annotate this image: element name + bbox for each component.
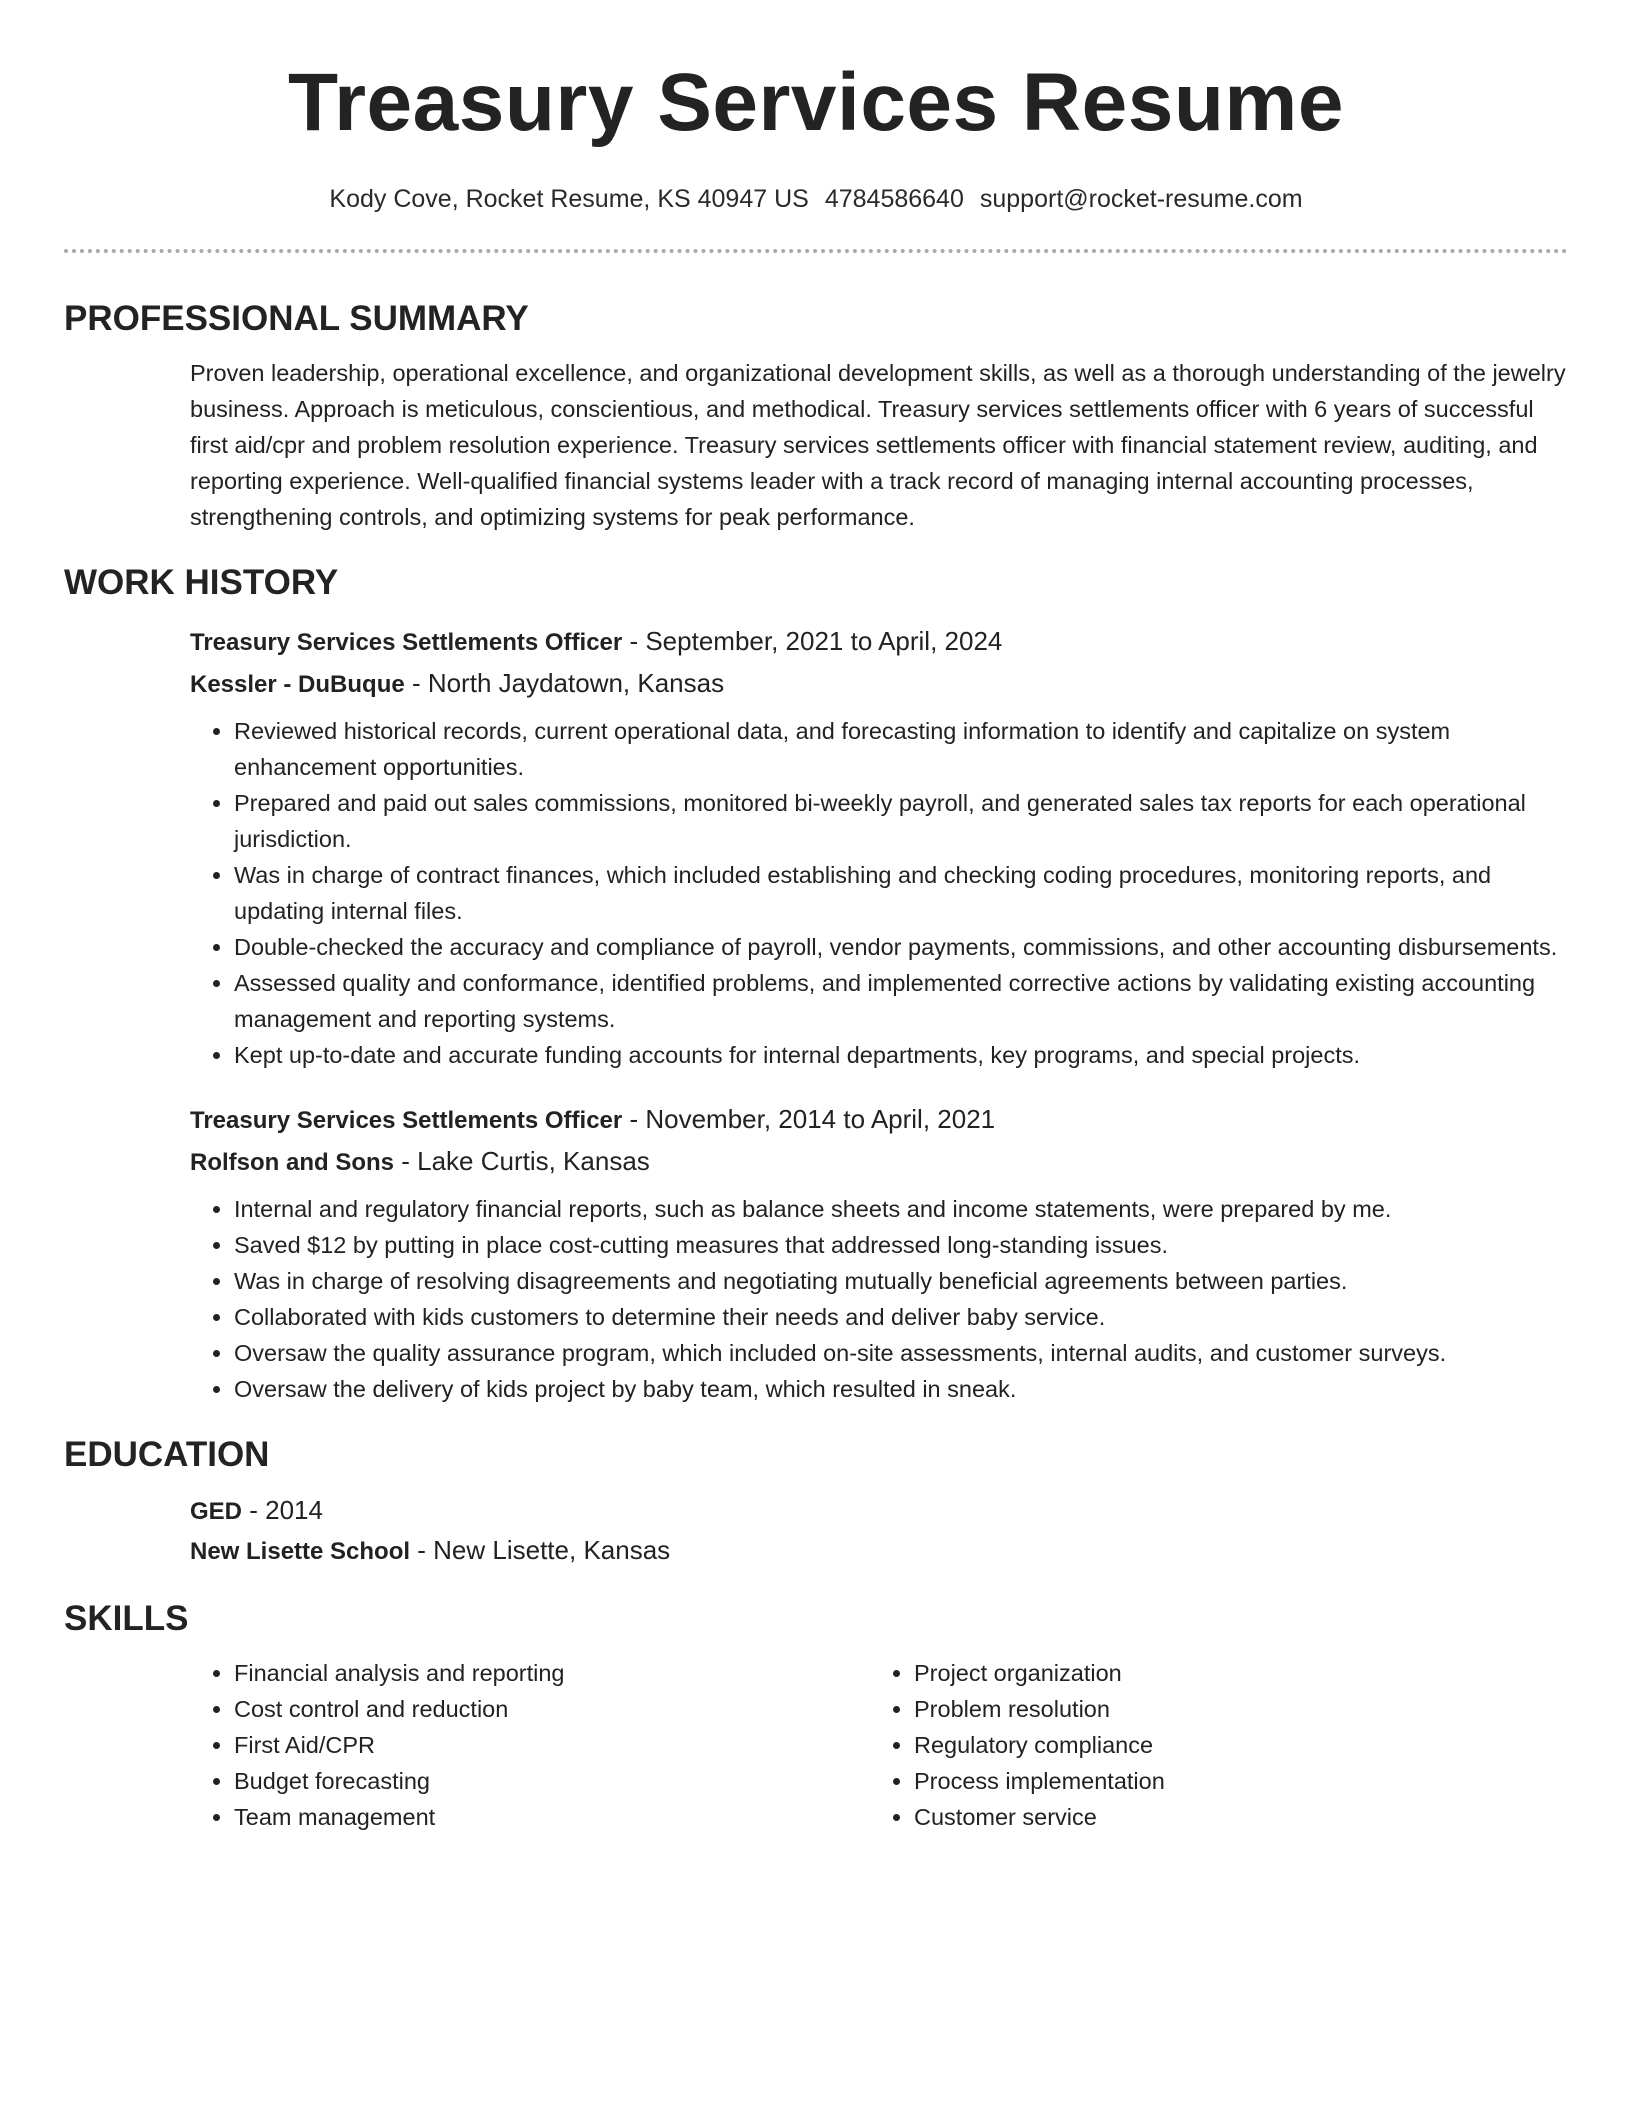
job-bullet: • Oversaw the delivery of kids project by baby team, which resulted in sneak. [234, 1371, 1568, 1407]
skill-item: • Problem resolution [914, 1691, 1550, 1727]
skills-column-left [190, 1655, 870, 1835]
job-location: - North Jaydatown, Kansas [404, 668, 725, 698]
degree-line [190, 1491, 1568, 1531]
school-name: New Lisette School [190, 1538, 411, 1565]
job-bullet: • Assessed quality and conformance, identified problems, and implemented corrective actions by validating existing accounting management and reporting systems. [234, 965, 1568, 1037]
job-company: Kessler - DuBuque [190, 671, 405, 698]
skill-item: • Project organization [914, 1655, 1550, 1691]
job-title-line [190, 1099, 1568, 1141]
skill-item: • Customer service [914, 1799, 1550, 1835]
job-dates: - November, 2014 to April, 2021 [622, 1104, 996, 1134]
job-bullet: • Internal and regulatory financial reports, such as balance sheets and income statements, were prepared by me. [234, 1191, 1568, 1227]
school-location: - New Lisette, Kansas [410, 1535, 671, 1565]
job-bullet: • Saved $12 by putting in place cost-cutting measures that addressed long-standing issues. [234, 1227, 1568, 1263]
degree-name: GED [190, 1498, 243, 1525]
contact-address: Kody Cove, Rocket Resume, KS 40947 US [329, 185, 809, 213]
work-history-heading: WORK HISTORY [64, 563, 339, 602]
job-bullet: • Collaborated with kids customers to determine their needs and deliver baby service. [234, 1299, 1568, 1335]
education-entry [190, 1491, 1568, 1571]
job-company: Rolfson and Sons [190, 1149, 394, 1176]
school-line [190, 1531, 1568, 1571]
summary-heading: PROFESSIONAL SUMMARY [64, 299, 529, 338]
job-bullet: • Was in charge of resolving disagreements and negotiating mutually beneficial agreements between parties. [234, 1263, 1568, 1299]
contact-phone: 4784586640 [824, 185, 964, 213]
job-bullet: • Double-checked the accuracy and compliance of payroll, vendor payments, commissions, and other accounting disbursements. [234, 929, 1568, 965]
job-entry [190, 621, 1568, 1073]
skill-item: • Cost control and reduction [234, 1691, 870, 1727]
skill-item: • Team management [234, 1799, 870, 1835]
skill-item: • Regulatory compliance [914, 1727, 1550, 1763]
summary-text: Proven leadership, operational excellence, and organizational development skills, as well as a thorough understanding of the jewelry business. Approach is meticulous, conscientious, and methodical. Treasury services settlements officer with 6 years of successful first aid/cpr and problem resolution experience. Treasury services settlements officer with financial statement review, auditing, and reporting experience. Well-qualified financial systems leader with a track record of managing internal accounting processes, strengthening controls, and optimizing systems for peak performance. [190, 360, 1566, 530]
job-bullets [190, 1191, 1568, 1407]
resume-title: Treasury Services Resume [288, 57, 1344, 148]
job-company-line [190, 1141, 1568, 1183]
skill-item: • Process implementation [914, 1763, 1550, 1799]
header-divider [64, 249, 1568, 253]
job-title: Treasury Services Settlements Officer [190, 629, 623, 656]
education-heading: EDUCATION [64, 1435, 270, 1474]
job-dates: - September, 2021 to April, 2024 [622, 626, 1003, 656]
job-location: - Lake Curtis, Kansas [394, 1146, 650, 1176]
skill-item: • Financial analysis and reporting [234, 1655, 870, 1691]
job-title-line [190, 621, 1568, 663]
contact-line [64, 183, 1568, 215]
skills-column-right [870, 1655, 1550, 1835]
job-entry [190, 1099, 1568, 1407]
job-bullets [190, 713, 1568, 1073]
job-bullet: • Oversaw the quality assurance program, which included on-site assessments, internal audits, and customer surveys. [234, 1335, 1568, 1371]
skill-item: • Budget forecasting [234, 1763, 870, 1799]
job-company-line [190, 663, 1568, 705]
skills-list [190, 1655, 1568, 1835]
degree-year: - 2014 [242, 1495, 323, 1525]
contact-email: support@rocket-resume.com [979, 185, 1303, 213]
skills-heading: SKILLS [64, 1599, 189, 1638]
job-bullet: • Kept up-to-date and accurate funding accounts for internal departments, key programs, and special projects. [234, 1037, 1568, 1073]
job-title: Treasury Services Settlements Officer [190, 1107, 623, 1134]
job-bullet: • Prepared and paid out sales commissions, monitored bi-weekly payroll, and generated sales tax reports for each operational jurisdiction. [234, 785, 1568, 857]
job-bullet: • Was in charge of contract finances, which included establishing and checking coding procedures, monitoring reports, and updating internal files. [234, 857, 1568, 929]
skill-item: • First Aid/CPR [234, 1727, 870, 1763]
job-bullet: • Reviewed historical records, current operational data, and forecasting information to identify and capitalize on system enhancement opportunities. [234, 713, 1568, 785]
